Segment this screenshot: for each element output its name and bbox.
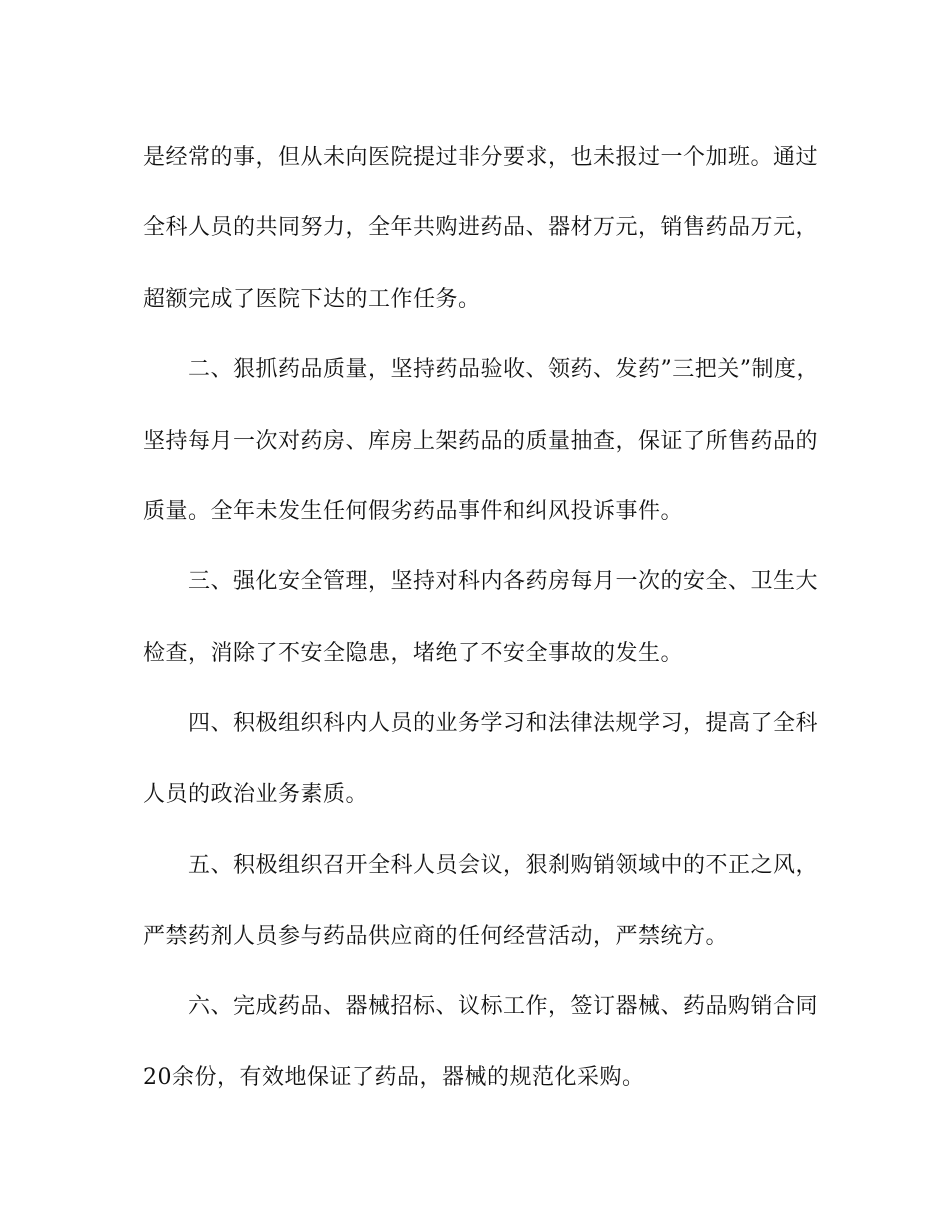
text-line-3: 超额完成了医院下达的工作任务。 <box>143 287 481 312</box>
text-line-1: 是经常的事，但从未向医院提过非分要求，也未报过一个加班。通过 <box>143 145 819 170</box>
paragraph-6-line-1: 六、完成药品、器械招标、议标工作，签订器械、药品购销合同 <box>188 994 819 1019</box>
paragraph-3-line-1: 三、强化安全管理，坚持对科内各药房每月一次的安全、卫生大 <box>188 569 819 594</box>
paragraph-4-line-2: 人员的政治业务素质。 <box>143 782 369 807</box>
paragraph-4-line-1: 四、积极组织科内人员的业务学习和法律法规学习，提高了全科 <box>188 711 819 736</box>
paragraph-6-line-2: 20余份，有效地保证了药品，器械的规范化采购。 <box>143 1065 645 1090</box>
text-line-2: 全科人员的共同努力，全年共购进药品、器材万元，销售药品万元， <box>143 215 819 240</box>
paragraph-5-line-1: 五、积极组织召开全科人员会议，狠刹购销领域中的不正之风， <box>188 853 819 878</box>
paragraph-2-line-2: 坚持每月一次对药房、库房上架药品的质量抽查，保证了所售药品的 <box>143 429 819 454</box>
paragraph-3-line-2: 检查，消除了不安全隐患，堵绝了不安全事故的发生。 <box>143 641 684 666</box>
paragraph-2-line-3: 质量。全年未发生任何假劣药品事件和纠风投诉事件。 <box>143 499 684 524</box>
paragraph-5-line-2: 严禁药剂人员参与药品供应商的任何经营活动，严禁统方。 <box>143 924 729 949</box>
paragraph-2-line-1: 二、狠抓药品质量，坚持药品验收、领药、发药”三把关”制度， <box>188 357 819 382</box>
